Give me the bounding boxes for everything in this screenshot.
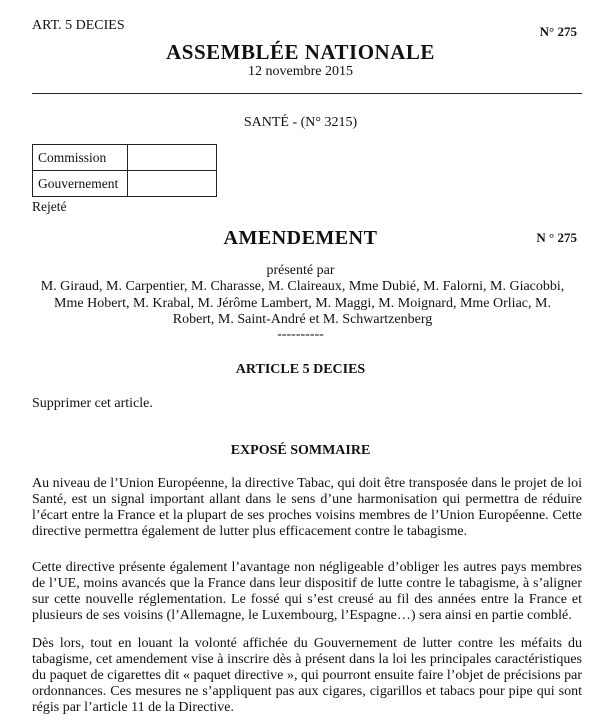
result-status: Rejeté: [32, 199, 67, 214]
amendment-instruction: Supprimer cet article.: [32, 396, 153, 411]
amendment-number-top: N° 275: [539, 24, 577, 39]
header-divider: [32, 93, 582, 94]
status-row-gouvernement: [33, 171, 217, 197]
status-value: [128, 145, 217, 171]
authors-list: M. Giraud, M. Carpentier, M. Charasse, M. Claireaux, Mme Dubié, M. Falorni, M. Giacobbi, Mme Hobert, M. Krabal, M. Jérôme Lambert, M. Maggi, M. Moignard, Mme Orliac, M. Robert, M. Saint-André et M. Schwartzenberg: [40, 279, 565, 327]
status-table: [32, 144, 217, 197]
summary-paragraph: Cette directive présente également l’avantage non négligeable d’obliger les autres pays membres de l’UE, moins avancés que la France dans leur dispositif de lutte contre le tabagisme, à s’aligner sur cette nouvelle réglementation. Le fossé qui s’est creusé au fil des années entre la France et plusieurs de ses voisins (l’Allemagne, le Luxembourg, l’Espagne…) sera ainsi en partie comblé.: [32, 560, 582, 623]
status-label: Gouvernement: [33, 171, 128, 197]
article-reference: ART. 5 DECIES: [32, 18, 125, 33]
status-row-commission: [33, 145, 217, 171]
status-label: Commission: [33, 145, 128, 171]
summary-title: EXPOSÉ SOMMAIRE: [230, 443, 371, 458]
document-date: 12 novembre 2015: [248, 64, 353, 79]
summary-paragraph: Dès lors, tout en louant la volonté affichée du Gouvernement de lutter contre les méfaits du tabagisme, cet amendement vise à inscrire dès à présent dans la loi les principales caractéristiques du paquet de cigarettes dit « paquet directive », qui pourront ensuite faire l’objet de précisions par ordonnances. Ces mesures ne s’appliquent pas aux cigares, cigarillos et tabacs pour pipe qui sont régis par l’article 11 de la Directive.: [32, 636, 582, 715]
separator: ----------: [277, 327, 324, 342]
summary-paragraph: Au niveau de l’Union Européenne, la directive Tabac, qui doit être transposée dans le projet de loi Santé, est un signal important allant dans le sens d’une harmonisation qui permettra de réduire l’écart entre la France et la plupart de ses proches voisins membres de l’Union Européenne. Cette directive permettra également de lutter plus efficacement contre le tabagisme.: [32, 476, 582, 539]
amendment-number: N ° 275: [536, 230, 577, 245]
article-title: ARTICLE 5 DECIES: [235, 362, 366, 377]
assembly-name: ASSEMBLÉE NATIONALE: [166, 40, 435, 64]
amendment-title: AMENDEMENT: [223, 227, 378, 249]
bill-title: SANTÉ - (N° 3215): [243, 115, 358, 130]
status-value: [128, 171, 217, 197]
presented-by: présenté par: [266, 263, 335, 278]
